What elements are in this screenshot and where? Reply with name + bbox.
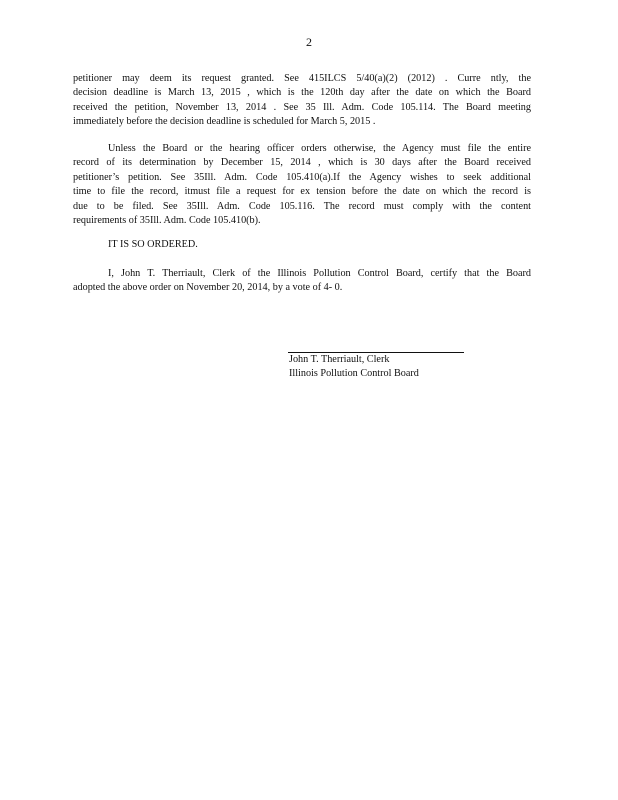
text-line: requirements of 35Ill. Adm. Code 105.410(b). [73, 215, 261, 227]
text-line: petitioner may deem its request granted. See 415ILCS 5/40(a)(2) (2012) . Curre ntly, the [73, 73, 531, 84]
paragraph-so-ordered [73, 238, 531, 252]
text-line: IT IS SO ORDERED. [108, 239, 198, 250]
text-line: Unless the Board or the hearing officer orders otherwise, the Agency must file the entire [108, 143, 531, 154]
text-line: I, John T. Therriault, Clerk of the Illinois Pollution Control Board, certify that the Board [108, 268, 531, 279]
text-line: received the petition, November 13, 2014 . See 35 Ill. Adm. Code 105.114. The Board meeting [73, 101, 531, 113]
text-line: time to file the record, itmust file a request for ex tension before the date on which the record is [73, 186, 531, 198]
paragraph-record-filing [73, 142, 531, 228]
text-line: petitioner’s petition. See 35Ill. Adm. Code 105.410(a).If the Agency wishes to seek additional [73, 171, 531, 183]
text-line: immediately before the decision deadline is scheduled for March 5, 2015 . [73, 116, 376, 128]
text-line: due to be filed. See 35Ill. Adm. Code 105.116. The record must comply with the content [73, 200, 531, 212]
signature-line [288, 352, 464, 353]
paragraph-clerk-certification [73, 267, 531, 296]
text-line: adopted the above order on November 20, 2014, by a vote of 4- 0. [73, 282, 343, 294]
paragraph-decision-deadline [73, 72, 531, 130]
text-line: decision deadline is March 13, 2015 , which is the 120th day after the date on which the Board [73, 87, 531, 99]
page-number: 2 [306, 35, 312, 49]
signature-organization: Illinois Pollution Control Board [289, 368, 419, 379]
signature-name: John T. Therriault, Clerk [289, 354, 390, 365]
text-line: record of its determination by December 15, 2014 , which is 30 days after the Board received [73, 157, 531, 169]
